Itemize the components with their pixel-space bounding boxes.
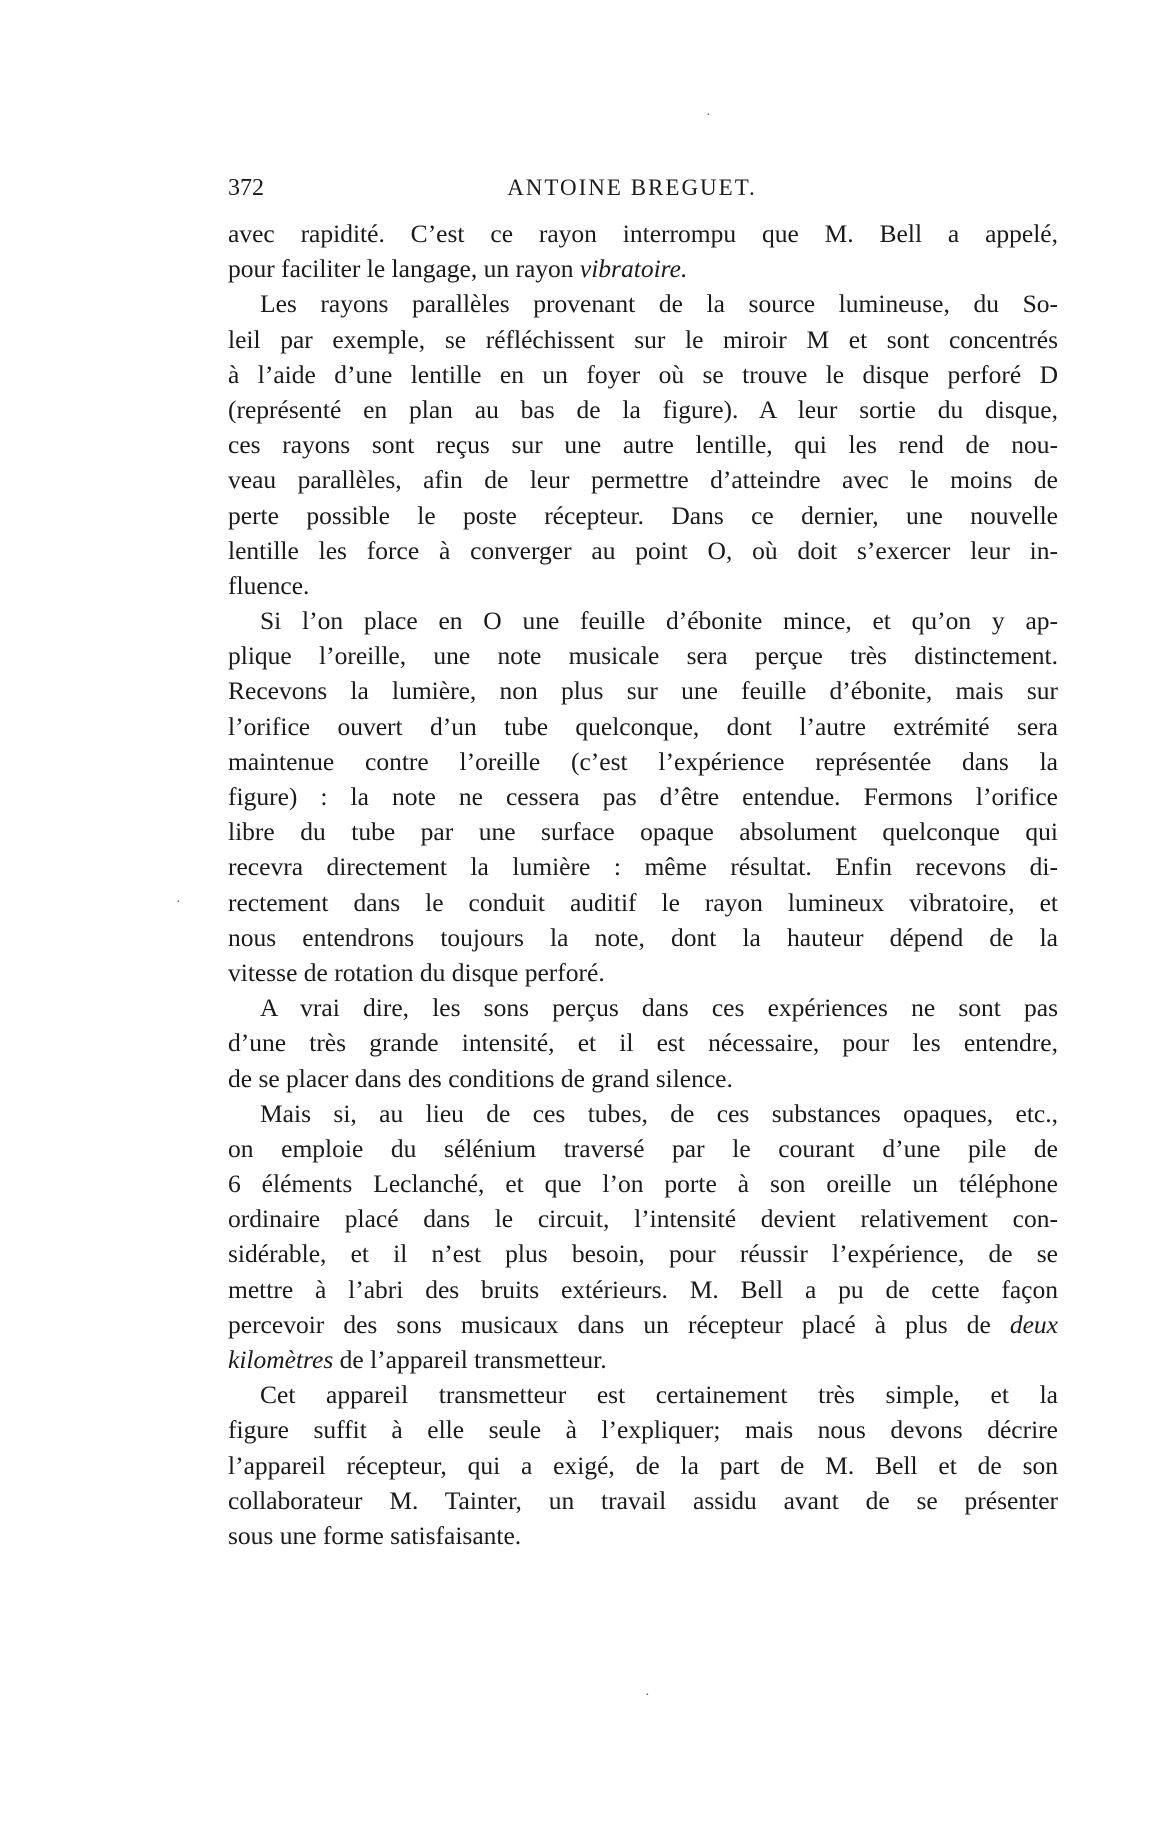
text-line [228, 603, 1058, 638]
text-line [228, 322, 1058, 357]
line-text: figure) : la note ne cessera pas d’être entendue. Fermons l’orifice [228, 782, 1058, 811]
line-text: maintenue contre l’oreille (c’est l’expérience représentée dans la [228, 746, 1058, 776]
scan-speck: · [645, 1688, 650, 1703]
line-text: on emploie du sélénium traversé par le courant d’une pile de [228, 1133, 1058, 1163]
text-line [228, 1236, 1058, 1271]
line-text: sidérable, et il n’est plus besoin, pour réussir l’expérience, de se [228, 1239, 1058, 1269]
text-line [228, 1131, 1058, 1166]
line-text: Cet appareil transmetteur est certainement très simple, et la [260, 1380, 1058, 1410]
text-line [228, 462, 1058, 497]
line-text: collaborateur M. Tainter, un travail assidu avant de se présenter [228, 1485, 1058, 1515]
page-number: 372 [228, 175, 264, 201]
line-text: Si l’on place en O une feuille d’ébonite mince, et qu’on y ap- [260, 606, 1058, 636]
text-line [228, 885, 1058, 920]
text-line [228, 1342, 1058, 1377]
line-text: perte possible le poste récepteur. Dans ce dernier, une nouvelle [228, 500, 1058, 530]
line-text: pour faciliter le langage, un rayon [228, 254, 580, 284]
line-text: avec rapidité. C’est ce rayon interrompu que M. Bell a appelé, [228, 219, 1058, 248]
line-text: ordinaire placé dans le circuit, l’intensité devient relativement con- [228, 1204, 1058, 1234]
text-line [228, 568, 1058, 603]
line-text: nous entendrons toujours la note, dont la hauteur dépend de la [228, 922, 1058, 952]
text-line [228, 709, 1058, 744]
text-line [228, 744, 1058, 779]
line-text: libre du tube par une surface opaque absolument quelconque qui [228, 817, 1058, 847]
text-line [228, 1448, 1058, 1483]
scan-speck: · [706, 108, 711, 123]
page-header [228, 175, 1036, 205]
line-text: 6 éléments Leclanché, et que l’on porte à son oreille un téléphone [228, 1169, 1058, 1199]
line-text: figure suffit à elle seule à l’expliquer; mais nous devons décrire [228, 1415, 1058, 1445]
line-text: sous une forme satisfaisante. [228, 1520, 522, 1550]
text-line [228, 814, 1058, 849]
italic-text: kilomètres [228, 1345, 334, 1374]
line-text: (représenté en plan au bas de la figure). A leur sortie du disque, [228, 394, 1058, 424]
text-line [228, 1412, 1058, 1447]
text-line [228, 1272, 1058, 1307]
line-text: recevra directement la lumière : même résultat. Enfin recevons di- [228, 852, 1058, 882]
line-text: l’appareil récepteur, qui a exigé, de la part de M. Bell et de son [228, 1450, 1058, 1480]
text-line [228, 990, 1058, 1025]
line-text: Mais si, au lieu de ces tubes, de ces substances opaques, etc., [260, 1098, 1058, 1128]
text-line [228, 357, 1058, 392]
italic-text: vibratoire. [579, 254, 688, 284]
line-text: leil par exemple, se réfléchissent sur le miroir M et sont concentrés [228, 324, 1058, 354]
text-line [228, 1518, 1058, 1553]
text-line [228, 533, 1058, 568]
text-line [228, 1096, 1058, 1131]
line-text: percevoir des sons musicaux dans un récepteur placé à plus de [228, 1309, 1010, 1339]
line-text: Les rayons parallèles provenant de la source lumineuse, du So- [260, 289, 1058, 319]
text-line [228, 498, 1058, 533]
line-text: de l’appareil transmetteur. [333, 1345, 607, 1374]
text-line [228, 1377, 1058, 1412]
text-line [228, 286, 1058, 321]
text-line [228, 673, 1058, 708]
text-line [228, 779, 1058, 814]
text-line [228, 920, 1058, 955]
text-line [228, 955, 1058, 990]
text-line [228, 216, 1058, 251]
line-text: mettre à l’abri des bruits extérieurs. M. Bell a pu de cette façon [228, 1274, 1058, 1304]
text-line [228, 1307, 1058, 1342]
line-text: Recevons la lumière, non plus sur une feuille d’ébonite, mais sur [228, 676, 1058, 706]
line-text: rectement dans le conduit auditif le rayon lumineux vibratoire, et [228, 887, 1058, 917]
running-head: ANTOINE BREGUET. [507, 175, 757, 200]
text-line [228, 638, 1058, 673]
text-line [228, 1483, 1058, 1518]
body-text [228, 216, 1058, 1553]
text-line [228, 1025, 1058, 1060]
text-line [228, 392, 1058, 427]
text-line [228, 427, 1058, 462]
line-text: d’une très grande intensité, et il est nécessaire, pour les entendre, [228, 1028, 1058, 1058]
italic-text: deux [1009, 1309, 1058, 1339]
line-text: de se placer dans des conditions de grand silence. [228, 1063, 733, 1093]
line-text: ces rayons sont reçus sur une autre lentille, qui les rend de nou- [228, 430, 1058, 460]
line-text: à l’aide d’une lentille en un foyer où se trouve le disque perforé D [228, 359, 1058, 389]
text-line [228, 1061, 1058, 1096]
line-text: plique l’oreille, une note musicale sera perçue très distinctement. [228, 641, 1058, 671]
text-line [228, 1166, 1058, 1201]
line-text: fluence. [228, 570, 310, 600]
text-line [228, 251, 1058, 286]
line-text: veau parallèles, afin de leur permettre d’atteindre avec le moins de [228, 465, 1058, 495]
text-line [228, 1201, 1058, 1236]
line-text: lentille les force à converger au point O, où doit s’exercer leur in- [228, 535, 1058, 565]
line-text: vitesse de rotation du disque perforé. [228, 957, 605, 987]
line-text: A vrai dire, les sons perçus dans ces expériences ne sont pas [260, 993, 1058, 1023]
text-line [228, 849, 1058, 884]
line-text: l’orifice ouvert d’un tube quelconque, dont l’autre extrémité sera [228, 711, 1058, 741]
margin-dot: · [176, 895, 181, 910]
